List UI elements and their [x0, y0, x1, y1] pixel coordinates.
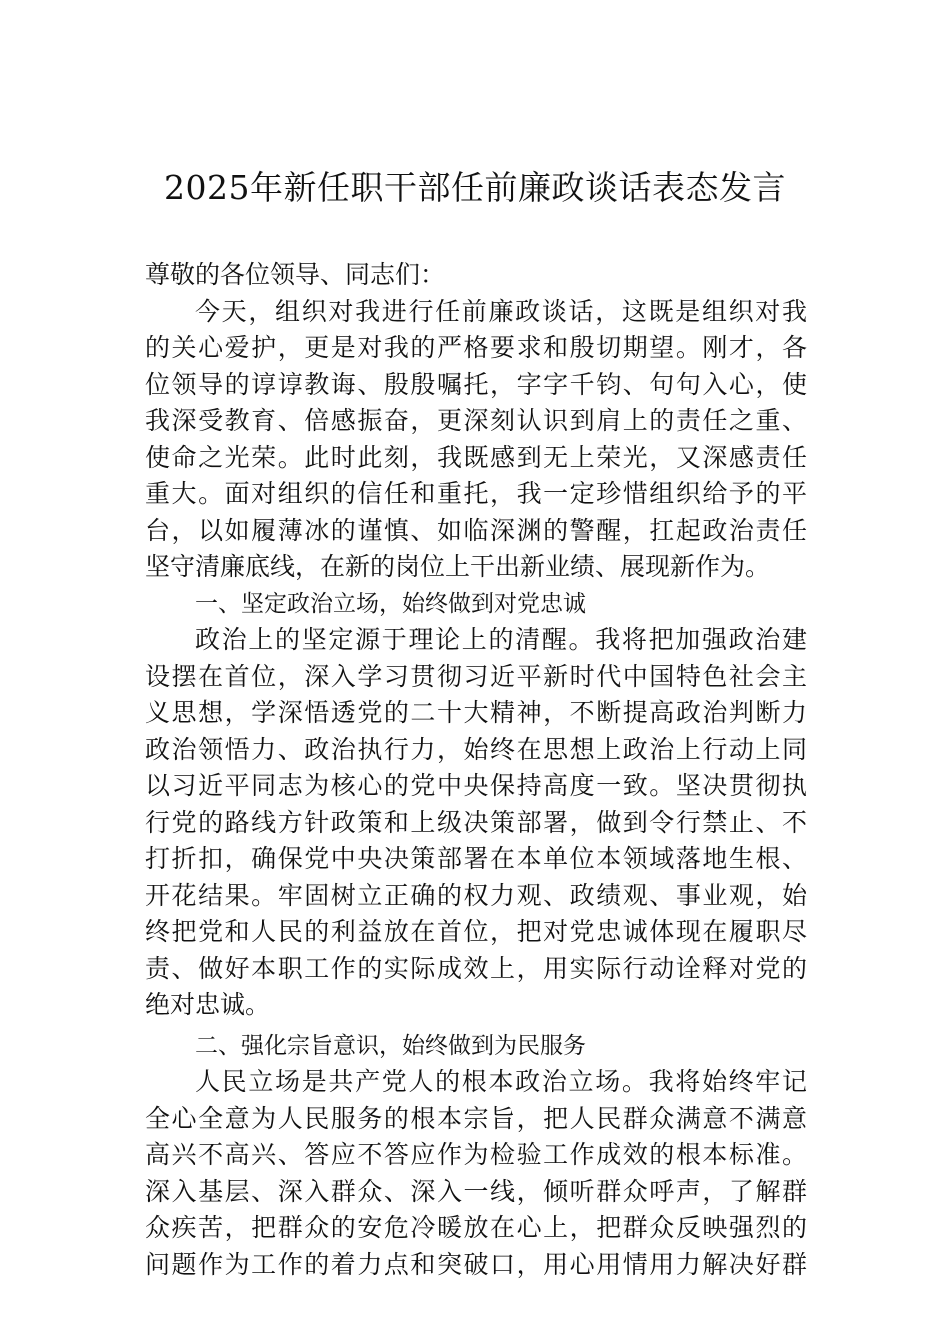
section-heading-2: 二、强化宗旨意识，始终做到为民服务	[195, 1032, 586, 1059]
section-1-paragraph	[145, 622, 807, 1024]
salutation: 尊敬的各位领导、同志们：	[145, 260, 446, 289]
paragraph-line: 责、做好本职工作的实际成效上，用实际行动诠释对党的	[145, 953, 807, 983]
section-2-paragraph	[145, 1064, 807, 1283]
paragraph-line: 开花结果。牢固树立正确的权力观、政绩观、事业观，始	[145, 880, 807, 910]
paragraph-line: 绝对忠诚。	[145, 990, 271, 1019]
paragraph-line: 重大。面对组织的信任和重托，我一定珍惜组织给予的平	[145, 479, 807, 508]
paragraph-line: 以习近平同志为核心的党中央保持高度一致。坚决贯彻执	[145, 771, 807, 800]
paragraph-line: 坚守清廉底线，在新的岗位上干出新业绩、展现新作为。	[145, 552, 771, 581]
document-title: 2025年新任职干部任前廉政谈话表态发言	[164, 168, 786, 207]
paragraph-line: 设摆在首位，深入学习贯彻习近平新时代中国特色社会主	[145, 661, 807, 691]
paragraph-line: 使命之光荣。此时此刻，我既感到无上荣光，又深感责任	[145, 442, 807, 472]
paragraph-line: 我深受教育、倍感振奋，更深刻认识到肩上的责任之重、	[145, 406, 807, 435]
paragraph-line: 全心全意为人民服务的根本宗旨，把人民群众满意不满意	[145, 1103, 807, 1133]
paragraph-line: 终把党和人民的利益放在首位，把对党忠诚体现在履职尽	[145, 917, 807, 946]
paragraph-line: 今天，组织对我进行任前廉政谈话，这既是组织对我	[195, 296, 807, 326]
paragraph-line: 问题作为工作的着力点和突破口，用心用情用力解决好群	[145, 1249, 807, 1279]
paragraph-line: 众疾苦，把群众的安危冷暖放在心上，把群众反映强烈的	[145, 1213, 807, 1242]
paragraph-line: 高兴不高兴、答应不答应作为检验工作成效的根本标准。	[145, 1140, 807, 1169]
paragraph-line: 政治上的坚定源于理论上的清醒。我将把加强政治建	[195, 625, 807, 654]
paragraph-line: 人民立场是共产党人的根本政治立场。我将始终牢记	[195, 1067, 807, 1096]
paragraph-line: 台，以如履薄冰的谨慎、如临深渊的警醒，扛起政治责任	[145, 515, 807, 545]
intro-paragraph	[145, 294, 807, 586]
paragraph-line: 位领导的谆谆教诲、殷殷嘱托，字字千钧、句句入心，使	[145, 369, 807, 399]
paragraph-line: 打折扣，确保党中央决策部署在本单位本领域落地生根、	[145, 844, 807, 873]
paragraph-line: 政治领悟力、政治执行力，始终在思想上政治上行动上同	[145, 734, 807, 764]
paragraph-line: 义思想，学深悟透党的二十大精神，不断提高政治判断力	[145, 698, 807, 727]
document-body	[145, 257, 807, 1283]
paragraph-line: 深入基层、深入群众、深入一线，倾听群众呼声，了解群	[145, 1176, 807, 1206]
section-heading-1: 一、坚定政治立场，始终做到对党忠诚	[195, 590, 586, 617]
paragraph-line: 行党的路线方针政策和上级决策部署，做到令行禁止、不	[145, 807, 807, 837]
paragraph-line: 的关心爱护，更是对我的严格要求和殷切期望。刚才，各	[145, 333, 807, 362]
